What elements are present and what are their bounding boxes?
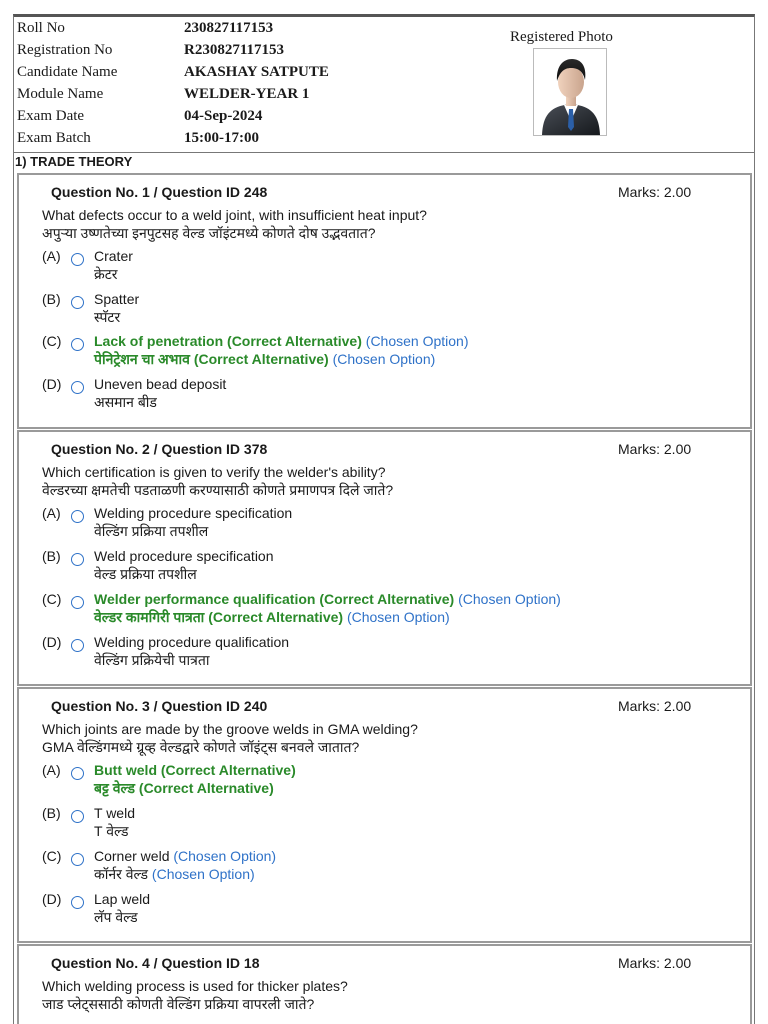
radio-button[interactable] xyxy=(71,767,84,780)
radio-button[interactable] xyxy=(71,253,84,266)
option-letter: (C) xyxy=(42,333,62,349)
question-heading: Question No. 4 / Question ID 18 xyxy=(51,955,260,971)
correct-alternative-tag: (Correct Alternative) xyxy=(223,333,362,349)
exam-date-value: 04-Sep-2024 xyxy=(184,108,263,124)
question-text-en: Which welding process is used for thicker plates? xyxy=(42,978,348,994)
option-text-mr: वेल्डर कामगिरी पात्रता (Correct Alternative) (Chosen Option) xyxy=(94,609,450,625)
option-letter: (B) xyxy=(42,291,61,307)
option-text-en: Crater xyxy=(94,248,133,264)
section-title: 1) TRADE THEORY xyxy=(15,154,133,169)
question-text-mr: जाड प्लेट्ससाठी कोणती वेल्डिंग प्रक्रिया वापरली जाते? xyxy=(42,996,315,1012)
radio-button[interactable] xyxy=(71,596,84,609)
correct-alternative-tag: (Correct Alternative) xyxy=(189,351,329,367)
option-letter: (B) xyxy=(42,548,61,564)
question-heading: Question No. 2 / Question ID 378 xyxy=(51,441,268,457)
option-text-en: Welding procedure specification xyxy=(94,505,293,521)
option-text-mr: कॉर्नर वेल्ड (Chosen Option) xyxy=(94,866,255,882)
question-text-mr: अपुऱ्या उष्णतेच्या इनपुटसह वेल्ड जॉइंटमध्ये कोणते दोष उद्भवतात? xyxy=(42,225,376,241)
question-text-en: What defects occur to a weld joint, with insufficient heat input? xyxy=(42,207,427,223)
question-marks: Marks: 2.00 xyxy=(618,698,692,714)
option-letter: (D) xyxy=(42,634,62,650)
registration-label: Registration No xyxy=(17,42,113,58)
roll-no-value: 230827117153 xyxy=(184,20,274,36)
option-text-mr: वेल्डिंग प्रक्रिया तपशील xyxy=(94,523,209,539)
option-letter: (B) xyxy=(42,805,61,821)
correct-alternative-tag: (Correct Alternative) xyxy=(315,591,455,607)
chosen-option-tag: (Chosen Option) xyxy=(454,591,561,607)
chosen-option-tag: (Chosen Option) xyxy=(169,848,277,864)
option-text-en: Lack of penetration (Correct Alternative) (Chosen Option) xyxy=(94,333,469,349)
option-text-mr: क्रेटर xyxy=(94,266,118,282)
option-text-mr: पेनिट्रेशन चा अभाव (Correct Alternative) (Chosen Option) xyxy=(94,351,436,367)
option-text-mr: स्पॅटर xyxy=(94,309,121,325)
roll-no-label: Roll No xyxy=(17,20,65,36)
registered-photo xyxy=(533,48,607,136)
chosen-option-tag: (Chosen Option) xyxy=(148,866,255,882)
radio-button[interactable] xyxy=(71,639,84,652)
option-text-en: Lap weld xyxy=(94,891,151,907)
question-card xyxy=(17,430,752,686)
question-heading: Question No. 3 / Question ID 240 xyxy=(51,698,268,714)
option-letter: (D) xyxy=(42,891,62,907)
option-text-en: Weld procedure specification xyxy=(94,548,274,564)
response-sheet xyxy=(13,14,755,1024)
candidate-name-label: Candidate Name xyxy=(17,64,118,80)
person-avatar-icon xyxy=(534,49,607,136)
radio-button[interactable] xyxy=(71,553,84,566)
option-letter: (A) xyxy=(42,248,61,264)
option-text-en: Uneven bead deposit xyxy=(94,376,227,392)
registration-value: R230827117153 xyxy=(184,42,285,58)
exam-date-label: Exam Date xyxy=(17,108,85,124)
option-text-mr: वेल्ड प्रक्रिया तपशील xyxy=(94,566,197,582)
option-text-mr: असमान बीड xyxy=(94,394,157,410)
question-card xyxy=(17,944,752,1024)
correct-alternative-tag: (Correct Alternative) xyxy=(135,780,274,796)
option-letter: (D) xyxy=(42,376,62,392)
radio-button[interactable] xyxy=(71,510,84,523)
correct-alternative-tag: (Correct Alternative) xyxy=(157,762,296,778)
question-marks: Marks: 2.00 xyxy=(618,441,692,457)
question-marks: Marks: 2.00 xyxy=(618,955,692,971)
option-letter: (C) xyxy=(42,848,62,864)
radio-button[interactable] xyxy=(71,338,84,351)
candidate-name-value: AKASHAY SATPUTE xyxy=(184,64,329,80)
chosen-option-tag: (Chosen Option) xyxy=(361,333,469,349)
question-text-mr: वेल्डरच्या क्षमतेची पडताळणी करण्यासाठी कोणते प्रमाणपत्र दिले जाते? xyxy=(42,482,394,498)
option-letter: (A) xyxy=(42,762,61,778)
question-heading: Question No. 1 / Question ID 248 xyxy=(51,184,268,200)
question-card xyxy=(17,173,752,429)
radio-button[interactable] xyxy=(71,296,84,309)
exam-batch-value: 15:00-17:00 xyxy=(184,130,259,146)
option-text-mr: लॅप वेल्ड xyxy=(94,909,138,925)
chosen-option-tag: (Chosen Option) xyxy=(343,609,450,625)
question-text-en: Which certification is given to verify the welder's ability? xyxy=(42,464,386,480)
option-text-mr: T वेल्ड xyxy=(94,823,129,839)
option-text-en: T weld xyxy=(94,805,135,821)
exam-batch-label: Exam Batch xyxy=(17,130,91,146)
question-text-en: Which joints are made by the groove welds in GMA welding? xyxy=(42,721,418,737)
chosen-option-tag: (Chosen Option) xyxy=(328,351,436,367)
radio-button[interactable] xyxy=(71,853,84,866)
option-text-en: Welder performance qualification (Correct Alternative) (Chosen Option) xyxy=(94,591,561,607)
candidate-header xyxy=(14,17,754,153)
module-label: Module Name xyxy=(17,86,104,102)
option-text-en: Welding procedure qualification xyxy=(94,634,290,650)
option-letter: (A) xyxy=(42,505,61,521)
question-marks: Marks: 2.00 xyxy=(618,184,692,200)
option-text-mr: वेल्डिंग प्रक्रियेची पात्रता xyxy=(94,652,210,668)
registered-photo-label: Registered Photo xyxy=(510,29,613,45)
radio-button[interactable] xyxy=(71,381,84,394)
option-letter: (C) xyxy=(42,591,62,607)
question-text-mr: GMA वेल्डिंगमध्ये ग्रूव्ह वेल्डद्वारे कोणते जॉइंट्स बनवले जातात? xyxy=(42,739,360,755)
option-text-en: Spatter xyxy=(94,291,140,307)
module-value: WELDER-YEAR 1 xyxy=(184,86,310,102)
option-text-en: Corner weld (Chosen Option) xyxy=(94,848,277,864)
radio-button[interactable] xyxy=(71,810,84,823)
option-text-en: Butt weld (Correct Alternative) xyxy=(94,762,296,778)
correct-alternative-tag: (Correct Alternative) xyxy=(204,609,344,625)
option-text-mr: बट्ट वेल्ड (Correct Alternative) xyxy=(94,780,274,796)
radio-button[interactable] xyxy=(71,896,84,909)
question-card xyxy=(17,687,752,943)
